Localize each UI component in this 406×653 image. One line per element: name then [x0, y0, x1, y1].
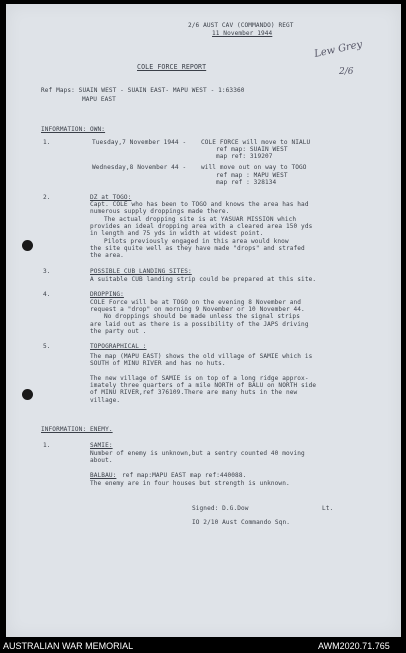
body-text: Pilots previously engaged in this area would know: [104, 238, 289, 245]
schedule-date: Wednesday,8 November 44 -: [92, 164, 187, 171]
body-text: A suitable CUB landing strip could be prepared at this site.: [90, 276, 317, 283]
body-text: are laid out as there is a possibility of the JAPS driving: [90, 321, 309, 328]
body-text: in length and 75 yds in width at widest point.: [90, 230, 264, 237]
body-text: SOUTH of MINU RIVER and has no huts.: [90, 360, 226, 367]
item-number: 1.: [43, 442, 51, 449]
document-page: [6, 4, 401, 637]
body-text: numerous supply droppings made there.: [90, 208, 230, 215]
handwritten-annotation: 2/6: [339, 67, 354, 77]
document-title: COLE FORCE REPORT: [137, 63, 207, 71]
header-unit: 2/6 AUST CAV (COMMANDO) REGT: [188, 22, 294, 29]
punch-hole: [22, 389, 33, 400]
body-text: village.: [90, 397, 121, 404]
header-date: 11 November 1944: [212, 30, 273, 37]
schedule-date: Tuesday,7 November 1944 -: [92, 139, 187, 146]
punch-hole: [22, 240, 33, 251]
body-text: the site quite well as they have made "drops" and strafed: [90, 245, 305, 252]
schedule-text: map ref: 319207: [216, 153, 273, 160]
signature-unit: IO 2/10 Aust Commando Sqn.: [192, 519, 290, 526]
signature-rank: Lt.: [322, 505, 334, 512]
body-text: Capt. COLE who has been to TOGO and knows the area has had: [90, 201, 309, 208]
handwritten-annotation: Lew Grey: [313, 39, 364, 60]
body-text: The enemy are in four houses but strength is unknown.: [90, 480, 290, 487]
schedule-text: map ref : 328134: [216, 179, 277, 186]
item-heading: DZ at TOGO:: [90, 194, 132, 201]
body-text: the area.: [90, 252, 124, 259]
item-heading: SAMIE:: [90, 442, 113, 449]
section-heading: INFORMATION: ENEMY.: [41, 426, 113, 433]
item-number: 1.: [43, 139, 51, 146]
body-text: request a "drop" on morning 9 November or 10 November 44.: [90, 306, 305, 313]
footer-bar: [0, 637, 406, 653]
item-heading: DROPPING:: [90, 291, 124, 298]
body-text: of MINU RIVER,ref 376109.There are many huts in the new: [90, 389, 298, 396]
body-text: The map (MAPU EAST) shows the old village of SAMIE which is: [90, 353, 313, 360]
item-number: 4.: [43, 291, 51, 298]
body-text: Number of enemy is unknown,but a sentry counted 40 moving: [90, 450, 305, 457]
body-text: ref map:MAPU EAST map ref:440088.: [122, 472, 247, 479]
footer-credit: AUSTRALIAN WAR MEMORIAL: [3, 641, 134, 651]
body-text: about.: [90, 457, 113, 464]
item-heading: POSSIBLE CUB LANDING SITES:: [90, 268, 192, 275]
item-number: 2.: [43, 194, 51, 201]
item-number: 5.: [43, 343, 51, 350]
item-heading: TOPOGRAPHICAL :: [90, 343, 147, 350]
item-number: 3.: [43, 268, 51, 275]
body-text: The new village of SAMIE is on top of a long ridge approx-: [90, 375, 309, 382]
body-text: imately three quarters of a mile NORTH of BALU on NORTH side: [90, 382, 317, 389]
schedule-text: COLE FORCE will move to NIALU: [201, 139, 311, 146]
schedule-text: ref map : MAPU WEST: [216, 172, 288, 179]
schedule-text: ref map: SUAIN WEST: [216, 146, 288, 153]
ref-maps: Ref Maps: SUAIN WEST - SUAIN EAST- MAPU WEST - 1:63360: [41, 87, 245, 94]
body-text: COLE Force will be at TOGO on the evening 8 November and: [90, 299, 302, 306]
schedule-text: will move out on way to TOGO: [201, 164, 307, 171]
signature-name: Signed: D.G.Dow: [192, 505, 249, 512]
body-text: the party out .: [90, 328, 147, 335]
item-heading: BALBAU:: [90, 472, 117, 479]
footer-accession-number: AWM2020.71.765: [318, 641, 390, 651]
section-heading: INFORMATION: OWN:: [41, 126, 106, 133]
body-text: The actual dropping site is at YASUAR MISSION which: [104, 216, 297, 223]
ref-maps: MAPU EAST: [82, 96, 116, 103]
body-text: No droppings should be made unless the signal strips: [104, 313, 300, 320]
body-text: provides an ideal dropping area with a cleared area 150 yds: [90, 223, 313, 230]
